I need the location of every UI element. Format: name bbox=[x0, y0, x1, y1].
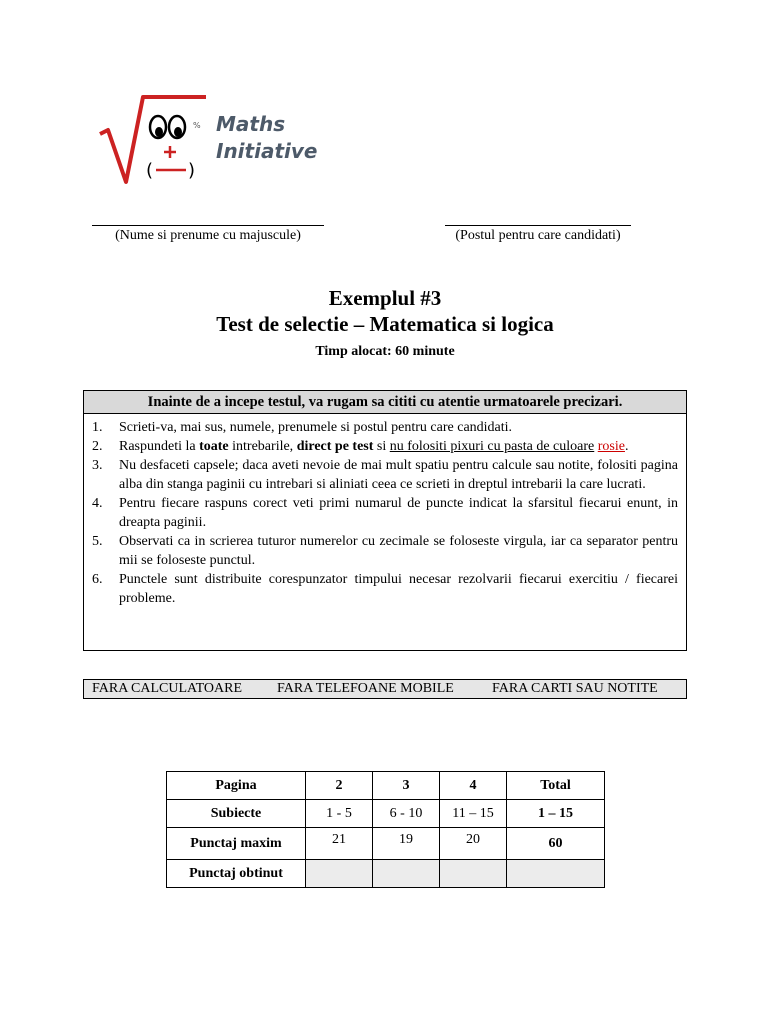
instructions-box bbox=[83, 390, 687, 651]
post-signature-line bbox=[445, 225, 631, 226]
no-books: FARA CARTI SAU NOTITE bbox=[492, 681, 658, 696]
score-table bbox=[166, 771, 605, 888]
instruction-item: 6. Punctele sunt distribuite corespunzator timpului necesar rezolvarii fiecarui exercitiu / fiecarei probleme. bbox=[92, 572, 678, 606]
instructions-heading: Inainte de a incepe testul, va rugam sa cititi cu atentie urmatoarele precizari. bbox=[84, 391, 686, 414]
table-row: Pagina 2 3 4 Total bbox=[167, 772, 605, 800]
restrictions-bar bbox=[83, 679, 687, 699]
score-input-page-4[interactable] bbox=[440, 860, 507, 888]
page-title: Exemplul #3 bbox=[328, 286, 442, 310]
svg-text:(: ( bbox=[146, 160, 154, 181]
no-phones: FARA TELEFOANE MOBILE bbox=[277, 681, 454, 696]
score-input-page-3[interactable] bbox=[373, 860, 440, 888]
instructions-list bbox=[84, 418, 686, 608]
svg-text:): ) bbox=[188, 160, 196, 181]
table-row: Punctaj obtinut bbox=[167, 860, 605, 888]
table-row: Subiecte 1 - 5 6 - 10 11 – 15 1 – 15 bbox=[167, 800, 605, 828]
page-subtitle: Test de selectie – Matematica si logica bbox=[216, 312, 554, 336]
logo-line-2: Initiative bbox=[216, 139, 318, 163]
svg-text:%: % bbox=[193, 121, 201, 130]
instruction-item: 3. Nu desfaceti capsele; daca aveti nevoie de mai mult spatiu pentru calcule sau notite, folositi pagina alba din stanga paginii cu intrebari si aliniati ceea ce scrieti in dreptul intrebarii la care lucrati. bbox=[92, 458, 678, 492]
post-label: (Postul pentru care candidati) bbox=[455, 228, 621, 243]
maths-initiative-logo bbox=[98, 94, 318, 189]
instruction-item: 2. Raspundeti la toate intrebarile, direct pe test si nu folositi pixuri cu pasta de culoare rosie. bbox=[92, 439, 629, 454]
logo-line-1: Maths bbox=[216, 112, 286, 136]
instruction-item: 1. Scrieti-va, mai sus, numele, prenumele si postul pentru care candidati. bbox=[92, 420, 513, 435]
instruction-item: 5. Observati ca in scrierea tuturor numerelor cu zecimale se foloseste virgula, iar ca separator pentru mii se foloseste punctul. bbox=[92, 534, 678, 568]
score-input-page-2[interactable] bbox=[306, 860, 373, 888]
score-input-total[interactable] bbox=[507, 860, 605, 888]
no-calculators: FARA CALCULATOARE bbox=[92, 681, 243, 696]
name-label: (Nume si prenume cu majuscule) bbox=[115, 228, 301, 243]
instruction-item: 4. Pentru fiecare raspuns corect veti primi numarul de puncte indicat la sfarsitul fiecarui enunt, in dreapta paginii. bbox=[92, 496, 678, 530]
name-signature-line bbox=[92, 225, 324, 226]
time-allotted: Timp alocat: 60 minute bbox=[315, 344, 455, 359]
table-row: Punctaj maxim 21 19 20 60 bbox=[167, 828, 605, 860]
